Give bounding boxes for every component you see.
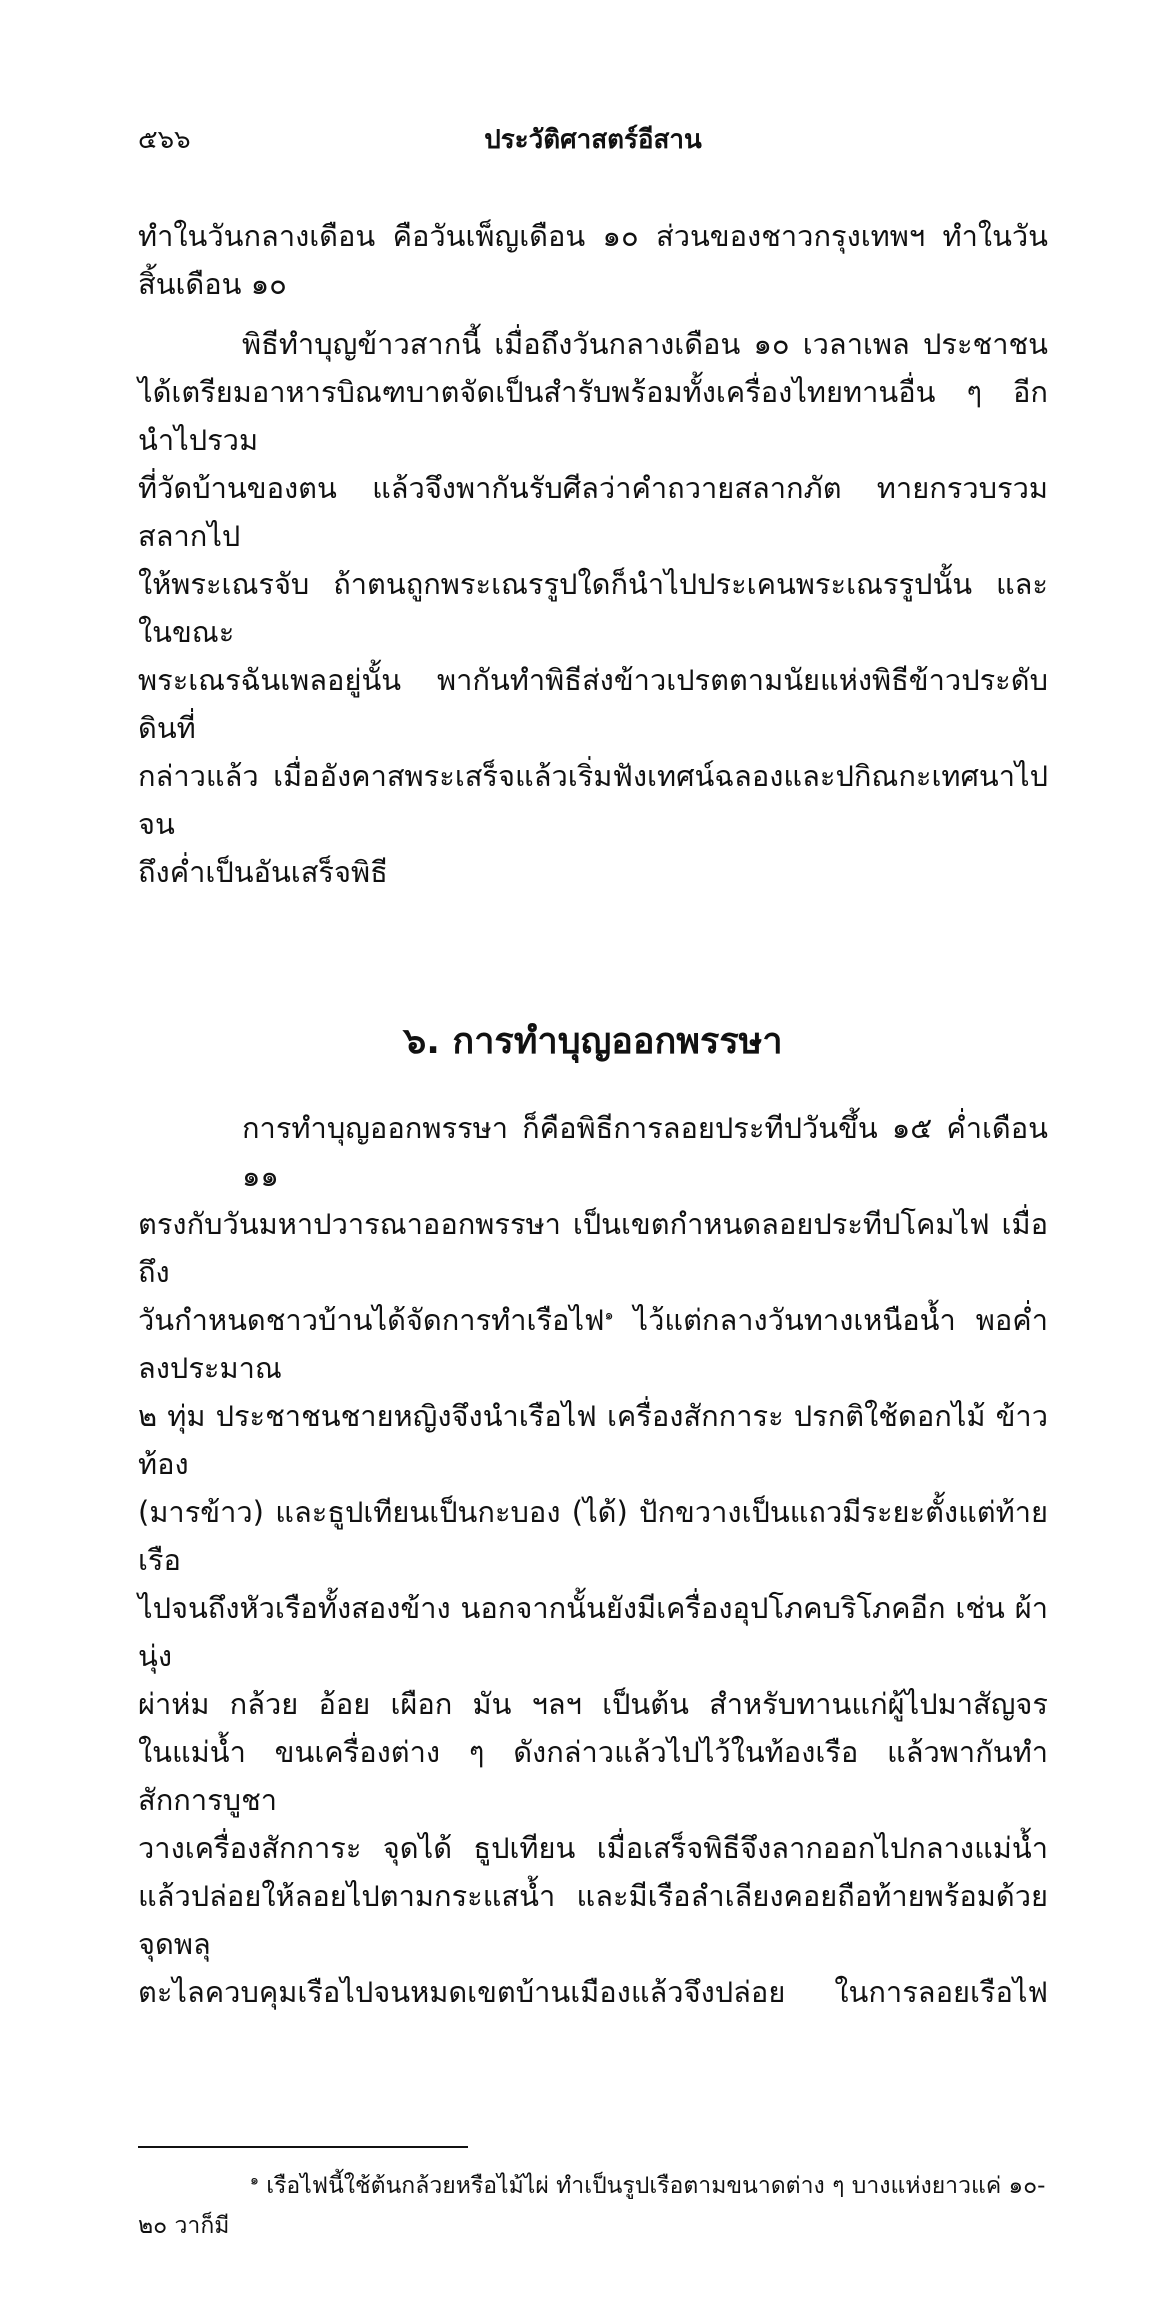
text-line: พิธีทำบุญข้าวสากนี้ เมื่อถึงวันกลางเดือน ๑๐ เวลาเพล ประชาชน (242, 327, 1048, 361)
footnote-line (138, 2166, 1048, 2206)
text-fragment: ไว้แต่กลางวันทางเหนือน้ำ พอค่ำลงประมาณ (138, 1303, 1048, 1385)
text-line: วางเครื่องสักการะ จุดได้ ธูปเทียน เมื่อเสร็จพิธีจึงลากออกไปกลางแม่น้ำ (138, 1831, 1048, 1865)
section-heading: ๖. การทำบุญออกพรรษา (403, 1021, 783, 1062)
text-line: ถึงค่ำเป็นอันเสร็จพิธี (138, 855, 388, 889)
text-line: แล้วปล่อยให้ลอยไปตามกระแสน้ำ และมีเรือลำเลียงคอยถือท้ายพร้อมด้วยจุดพลุ (138, 1879, 1048, 1961)
text-line: ตรงกับวันมหาปวารณาออกพรรษา เป็นเขตกำหนดลอยประทีปโคมไฟ เมื่อถึง (138, 1207, 1048, 1289)
text-line: กล่าวแล้ว เมื่ออังคาสพระเสร็จแล้วเริ่มฟังเทศน์ฉลองและปกิณกะเทศนาไปจน (138, 759, 1048, 841)
paragraph-gap (138, 308, 1048, 320)
footnote-line: ๒๐ วาก็มี (138, 2213, 230, 2239)
section2-text (138, 1104, 1048, 2016)
text-fragment: วันกำหนดชาวบ้านได้จัดการทำเรือไฟ (138, 1303, 605, 1337)
footnote-mark: ๑ (250, 2172, 259, 2189)
footnote-text: เรือไฟนี้ใช้ต้นกล้วยหรือไม้ไผ่ ทำเป็นรูปเรือตามขนาดต่าง ๆ บางแห่งยาวแค่ ๑๐- (266, 2173, 1046, 2199)
footnote-divider (138, 2146, 468, 2148)
footnote-reference[interactable]: ๑ (604, 1307, 614, 1324)
text-line: ให้พระเณรจับ ถ้าตนถูกพระเณรรูปใดก็นำไปประเคนพระเณรรูปนั้น และในขณะ (138, 567, 1048, 649)
text-line: พระเณรฉันเพลอยู่นั้น พากันทำพิธีส่งข้าวเปรตตามนัยแห่งพิธีข้าวประดับดินที่ (138, 663, 1048, 745)
section1-text (138, 212, 1048, 896)
text-line: ได้เตรียมอาหารบิณฑบาตจัดเป็นสำรับพร้อมทั้งเครื่องไทยทานอื่น ๆ อีก นำไปรวม (138, 375, 1048, 457)
text-line: การทำบุญออกพรรษา ก็คือพิธีการลอยประทีปวันขึ้น ๑๕ ค่ำเดือน ๑๑ (242, 1111, 1048, 1193)
text-line: ไปจนถึงหัวเรือทั้งสองข้าง นอกจากนั้นยังมีเครื่องอุปโภคบริโภคอีก เช่น ผ้านุ่ง (138, 1591, 1048, 1673)
page-number: ๕๖๖ (138, 125, 191, 155)
text-line: (มารข้าว) และธูปเทียนเป็นกะบอง (ได้) ปักขวางเป็นแถวมีระยะตั้งแต่ท้ายเรือ (138, 1495, 1048, 1577)
text-line: ผ่าห่ม กล้วย อ้อย เผือก มัน ฯลฯ เป็นต้น สำหรับทานแก่ผู้ไปมาสัญจร (138, 1687, 1048, 1721)
text-line: ในแม่น้ำ ขนเครื่องต่าง ๆ ดังกล่าวแล้วไปไว้ในท้องเรือ แล้วพากันทำสักการบูชา (138, 1735, 1048, 1817)
text-line: ๒ ทุ่ม ประชาชนชายหญิงจึงนำเรือไฟ เครื่องสักการะ ปรกติใช้ดอกไม้ ข้าวท้อง (138, 1399, 1048, 1481)
text-line: ตะไลควบคุมเรือไปจนหมดเขตบ้านเมืองแล้วจึงปล่อย ในการลอยเรือไฟ (138, 1975, 1048, 2009)
page-header (138, 120, 1048, 160)
text-line: ทำในวันกลางเดือน คือวันเพ็ญเดือน ๑๐ ส่วนของชาวกรุงเทพฯ ทำในวัน (138, 219, 1048, 253)
running-title: ประวัติศาสตร์อีสาน (484, 125, 702, 155)
text-line: ที่วัดบ้านของตน แล้วจึงพากันรับศีลว่าคำถวายสลากภัต ทายกรวบรวมสลากไป (138, 471, 1048, 553)
text-line: สิ้นเดือน ๑๐ (138, 267, 287, 301)
text-line (138, 1296, 1048, 1392)
